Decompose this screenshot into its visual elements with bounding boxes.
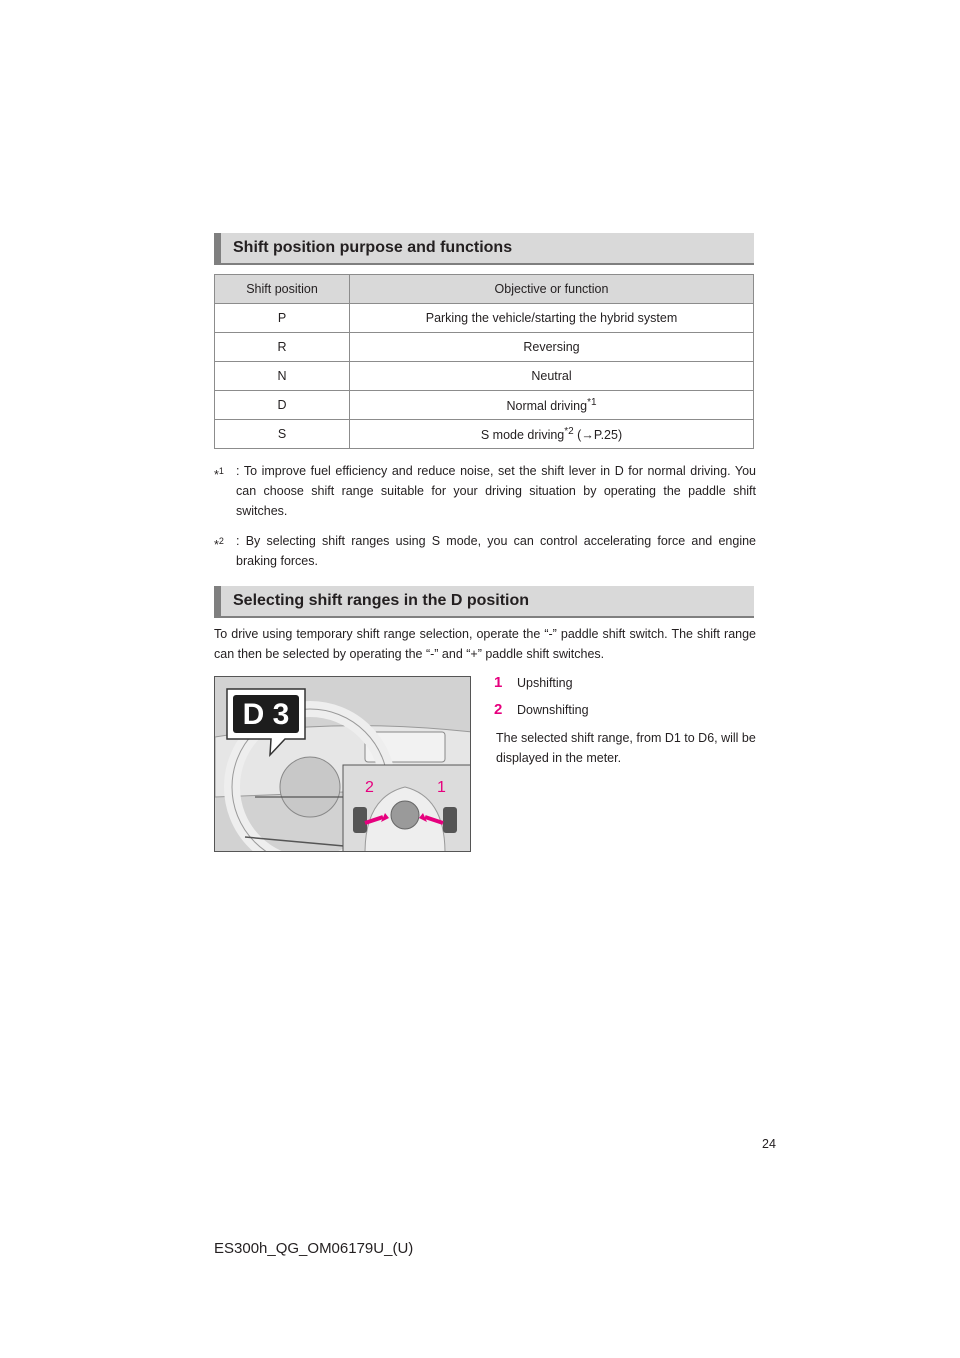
cell-function [350,420,754,449]
table-row [215,391,754,420]
callout-number-2: 2 [365,779,374,796]
cell-function-text: Normal driving [506,399,588,414]
callout-number-1: 1 [437,779,446,796]
cell-position: D [215,391,350,420]
step-upshifting [494,674,573,691]
step-number: 1 [494,674,503,691]
cell-function-text: Reversing [523,340,580,354]
table-row [215,333,754,362]
document-code: ES300h_QG_OM06179U_(U) [214,1240,414,1257]
page-reference: (→P.25) [573,428,623,443]
footnote-number: 2 [218,536,224,546]
footnote-number: 1 [218,466,224,476]
step-label: Downshifting [517,702,589,717]
table-row [215,420,754,449]
section-header-shift-position [214,233,754,265]
footnote-2 [214,531,756,571]
footnote-ref: *2 [564,425,574,437]
cell-position: S [215,420,350,449]
cell-function [350,362,754,391]
footnote-star: * [214,538,219,553]
shift-display-text: D 3 [242,698,290,731]
cell-function-text: Parking the vehicle/starting the hybrid system [425,311,678,325]
section-title: Shift position purpose and functions [233,239,513,256]
footnote-mark [214,531,224,555]
table-row [215,362,754,391]
cell-function [350,391,754,420]
section-title: Selecting shift ranges in the D position [233,592,530,609]
intro-paragraph: To drive using temporary shift range selection, operate the “-” paddle shift switch. The shift range can then be selected by operating the “-” and “+” paddle shift switches. [214,627,756,661]
cell-position: N [215,362,350,391]
cell-position: R [215,333,350,362]
footnote-1 [214,461,756,521]
cell-function [350,304,754,333]
footnote-text: : To improve fuel efficiency and reduce noise, set the shift lever in D for normal driving. You can choose shift range suitable for your driving situation by operating the paddle shift switches. [236,464,756,518]
page-number: 24 [762,1137,776,1151]
column-header-objective: Objective or function [350,275,754,304]
step-description: The selected shift range, from D1 to D6, will be displayed in the meter. [496,731,756,765]
cell-position: P [215,304,350,333]
footnote-text: : By selecting shift ranges using S mode, you can control accelerating force and engine braking forces. [236,534,756,568]
table-header-row [215,275,754,304]
table-row [215,304,754,333]
section-header-shift-ranges [214,586,754,618]
step-label: Upshifting [517,675,573,690]
footnote-ref: *1 [587,396,597,408]
cell-function-text: Neutral [531,369,572,383]
step-number: 2 [494,701,503,718]
footnote-star: * [214,468,219,483]
step-downshifting [494,701,589,718]
column-header-shift-position: Shift position [215,275,350,304]
steering-wheel-illustration [214,676,471,852]
shift-position-table [214,274,754,449]
cell-function-text: S mode driving [480,428,565,443]
cell-function [350,333,754,362]
footnote-mark [214,461,224,485]
